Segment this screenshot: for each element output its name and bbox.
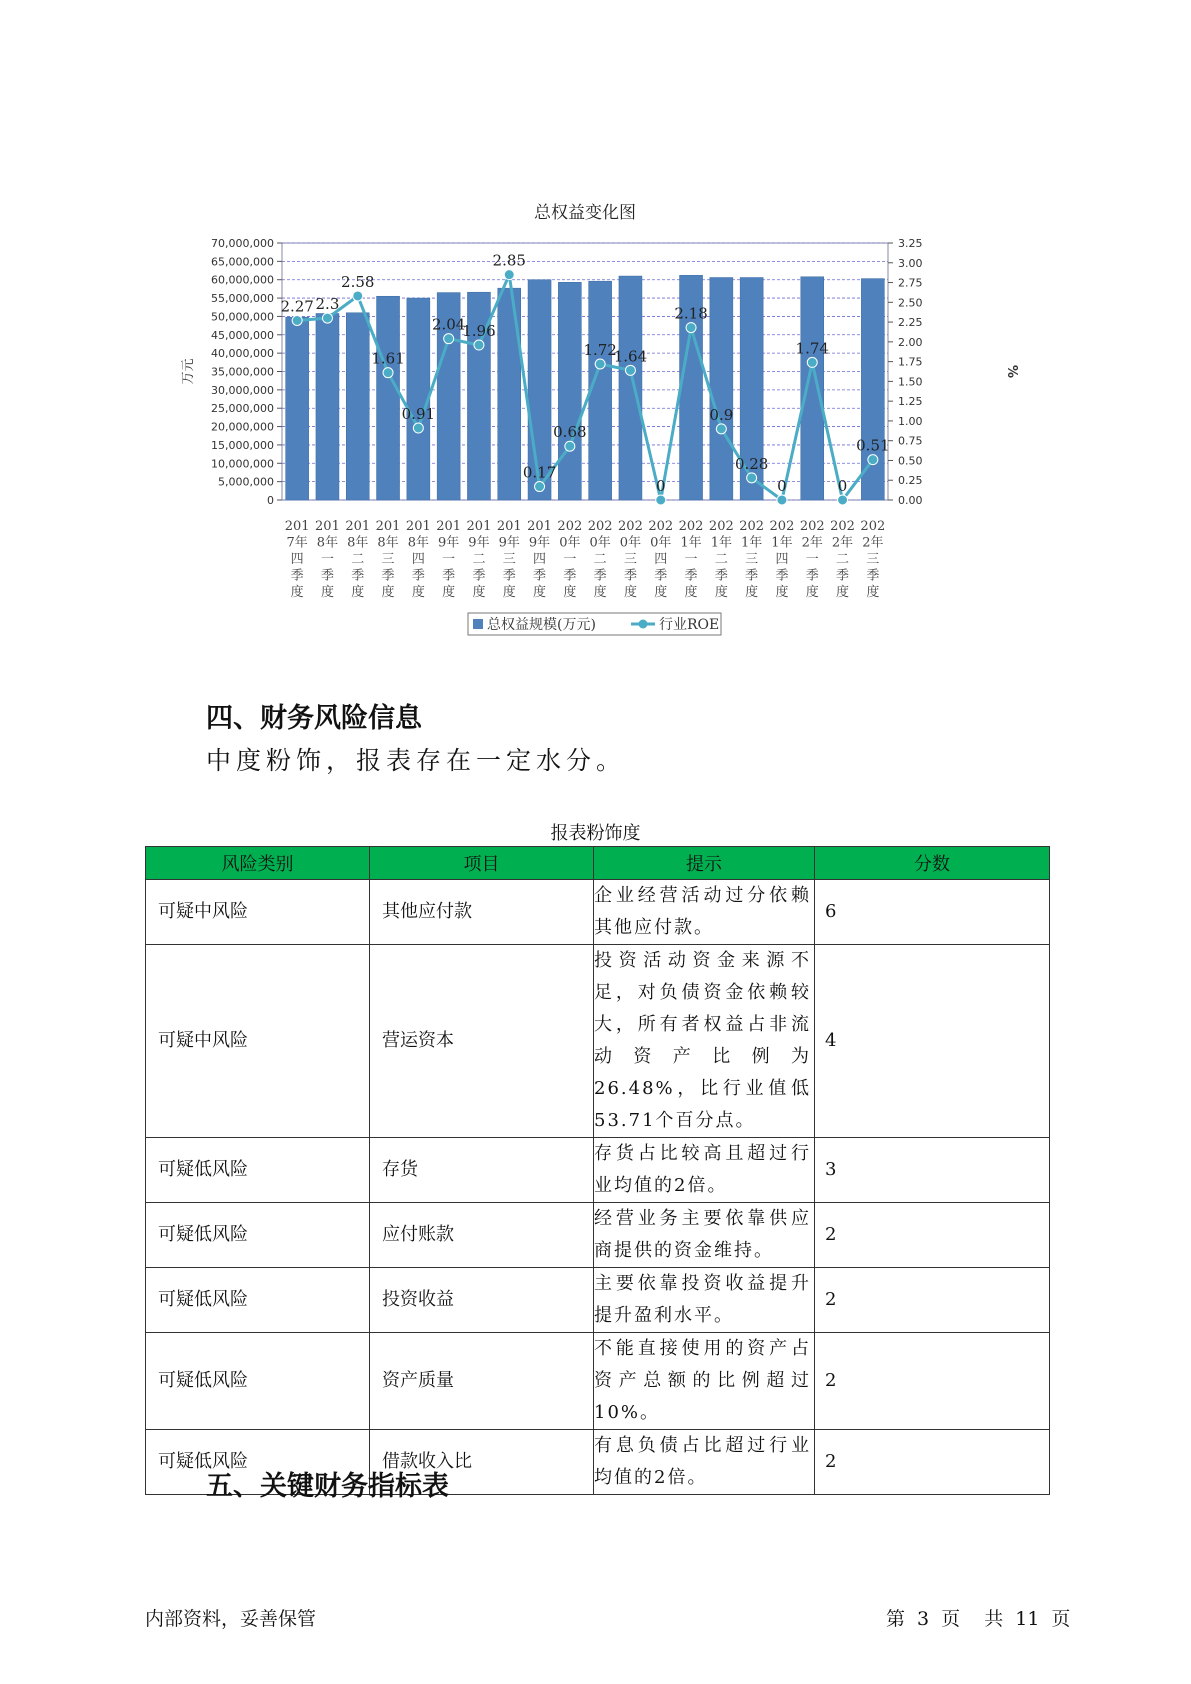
roe-data-label: 0.28 [734, 454, 769, 473]
roe-point [777, 495, 787, 505]
roe-point [565, 441, 575, 451]
y-tick-label: 25,000,000 [211, 402, 274, 416]
y2-tick-label: 0.75 [898, 434, 923, 448]
roe-data-label: 1.61 [371, 349, 405, 368]
header-score: 分数 [815, 847, 1050, 880]
bar [377, 296, 400, 500]
roe-point [868, 455, 878, 465]
row-item: 资产质量 [370, 1333, 594, 1430]
bar [498, 288, 521, 500]
row-score: 2 [815, 1430, 1050, 1495]
roe-data-label: 2.18 [674, 304, 708, 323]
x-tick-label: 202 2年一季度 [799, 519, 825, 600]
roe-point [383, 368, 393, 378]
x-tick-label: 201 8年一季度 [315, 519, 340, 600]
bar [316, 313, 339, 500]
footer-page-number: 第 3 页 共 11 页 [886, 1608, 1071, 1630]
row-category: 可疑低风险 [146, 1203, 370, 1268]
roe-data-label: 0 [655, 477, 666, 495]
roe-point [292, 315, 302, 325]
row-category: 可疑中风险 [146, 945, 370, 1138]
x-tick-label: 202 0年三季度 [618, 519, 643, 600]
y-tick-label: 30,000,000 [211, 383, 274, 397]
row-score: 6 [815, 880, 1050, 945]
row-category: 可疑低风险 [146, 1138, 370, 1203]
roe-point [353, 291, 363, 301]
row-item: 其他应付款 [370, 880, 594, 945]
roe-point [322, 313, 332, 323]
table-row [146, 1333, 1050, 1430]
row-hint: 不能直接使用的资产占资产总额的比例超过10%。 [594, 1333, 815, 1430]
x-tick-label: 201 7年四季度 [284, 519, 310, 600]
legend-swatch-equity [473, 619, 483, 629]
row-item: 应付账款 [370, 1203, 594, 1268]
legend-label-equity: 总权益规模(万元) [487, 617, 596, 633]
section-4-title: 四、财务风险信息 [206, 703, 422, 734]
row-hint: 主要依靠投资收益提升提升盈利水平。 [594, 1268, 815, 1333]
roe-data-label: 1.72 [583, 340, 617, 359]
header-category: 风险类别 [146, 847, 370, 880]
row-item: 营运资本 [370, 945, 594, 1138]
roe-point [535, 482, 545, 492]
y2-tick-label: 2.75 [898, 276, 923, 290]
bar [407, 298, 430, 500]
row-category: 可疑低风险 [146, 1430, 370, 1495]
row-hint: 有息负债占比超过行业均值的2倍。 [594, 1430, 815, 1495]
x-tick-label: 201 8年二季度 [345, 519, 371, 600]
roe-data-label: 2.85 [492, 251, 526, 270]
roe-data-label: 0 [777, 477, 787, 495]
y-axis-label: 万元 [181, 358, 196, 385]
roe-data-label: 0.9 [709, 405, 734, 424]
y-tick-label: 5,000,000 [218, 475, 274, 489]
table-caption: 报表粉饰度 [550, 823, 641, 844]
roe-point [838, 495, 848, 505]
roe-point [625, 365, 635, 375]
row-hint: 存货占比较高且超过行业均值的2倍。 [594, 1138, 815, 1203]
x-tick-label: 202 0年二季度 [587, 519, 613, 600]
y-tick-label: 55,000,000 [211, 292, 274, 306]
roe-point [504, 270, 514, 280]
x-tick-label: 202 0年四季度 [648, 519, 674, 600]
x-tick-label: 201 9年三季度 [496, 519, 522, 600]
y-tick-label: 10,000,000 [211, 457, 274, 471]
y-tick-label: 35,000,000 [211, 365, 274, 379]
x-tick-label: 202 2年二季度 [830, 519, 855, 600]
bar [589, 281, 612, 500]
header-item: 项目 [370, 847, 594, 880]
y2-tick-label: 2.00 [898, 335, 923, 349]
roe-data-label: 0.51 [856, 436, 890, 455]
row-category: 可疑中风险 [146, 880, 370, 945]
roe-data-label: 2.3 [315, 295, 340, 314]
roe-data-label: 0.68 [553, 423, 587, 442]
y-tick-label: 0 [267, 494, 274, 507]
row-hint: 企业经营活动过分依赖其他应付款。 [594, 880, 815, 945]
y-tick-label: 65,000,000 [211, 255, 274, 269]
roe-point [444, 334, 454, 344]
table-header-row [146, 847, 1050, 880]
y2-tick-label: 0.25 [898, 474, 923, 488]
bar [286, 317, 309, 500]
table-row [146, 1203, 1050, 1268]
y2-axis-label: % [1004, 364, 1019, 379]
row-item: 投资收益 [370, 1268, 594, 1333]
x-tick-label: 201 8年四季度 [405, 519, 431, 600]
risk-summary: 中度粉饰，报表存在一定水分。 [206, 746, 627, 775]
x-tick-label: 202 1年三季度 [739, 519, 765, 600]
risk-table [145, 846, 1050, 1495]
y-tick-label: 50,000,000 [211, 310, 274, 324]
row-category: 可疑低风险 [146, 1268, 370, 1333]
row-hint: 投资活动资金来源不足，对负债资金依赖较大，所有者权益占非流动资产比例为26.48%，比行业值低53.71个百分点。 [594, 945, 815, 1138]
y2-tick-label: 1.75 [898, 355, 923, 369]
table-row [146, 945, 1050, 1138]
row-score: 2 [815, 1333, 1050, 1430]
legend-marker-roe [639, 620, 648, 629]
bar [619, 276, 642, 500]
roe-data-label: 2.04 [431, 315, 466, 334]
roe-data-label: 2.27 [280, 297, 314, 316]
y2-tick-label: 0.50 [898, 454, 923, 468]
roe-point [656, 495, 666, 505]
roe-data-label: 1.64 [613, 347, 648, 366]
y-tick-label: 45,000,000 [211, 328, 274, 342]
x-tick-label: 202 0年一季度 [557, 519, 583, 600]
legend-label-roe: 行业ROE [659, 617, 720, 633]
y2-tick-label: 0.00 [898, 494, 923, 507]
y-tick-label: 20,000,000 [211, 420, 274, 434]
chart-title: 总权益变化图 [534, 203, 636, 223]
roe-point [747, 473, 757, 483]
roe-point [716, 424, 726, 434]
roe-point [474, 340, 484, 350]
roe-point [595, 359, 605, 369]
row-score: 4 [815, 945, 1050, 1138]
y2-tick-label: 1.25 [898, 395, 923, 409]
y-tick-label: 40,000,000 [211, 347, 274, 361]
roe-point [686, 323, 696, 333]
row-score: 2 [815, 1203, 1050, 1268]
x-tick-label: 202 1年二季度 [708, 519, 734, 600]
x-tick-label: 201 9年四季度 [527, 519, 552, 600]
y2-tick-label: 3.00 [898, 256, 923, 270]
row-category: 可疑低风险 [146, 1333, 370, 1430]
bar [801, 277, 824, 500]
roe-data-label: 0.17 [522, 463, 557, 482]
bar [558, 282, 581, 500]
x-tick-label: 201 8年三季度 [375, 519, 401, 600]
roe-data-label: 1.74 [795, 339, 829, 358]
y2-tick-label: 2.50 [898, 296, 923, 310]
y2-tick-label: 3.25 [898, 237, 923, 250]
row-item: 借款收入比 [370, 1430, 594, 1495]
bar [710, 278, 733, 500]
y2-tick-label: 1.50 [898, 375, 923, 389]
table-row [146, 1138, 1050, 1203]
x-tick-label: 202 1年一季度 [678, 519, 704, 600]
row-score: 3 [815, 1138, 1050, 1203]
row-score: 2 [815, 1268, 1050, 1333]
x-tick-label: 202 2年三季度 [860, 519, 886, 600]
bar [346, 313, 369, 500]
table-row [146, 880, 1050, 945]
x-tick-label: 201 9年二季度 [466, 519, 492, 600]
equity-chart [180, 195, 1020, 650]
row-item: 存货 [370, 1138, 594, 1203]
header-hint: 提示 [594, 847, 815, 880]
bar [861, 279, 884, 500]
y2-tick-label: 1.00 [898, 414, 923, 428]
y2-tick-label: 2.25 [898, 316, 923, 330]
row-hint: 经营业务主要依靠供应商提供的资金维持。 [594, 1203, 815, 1268]
footer-confidential: 内部资料，妥善保管 [145, 1608, 317, 1630]
roe-data-label: 1.96 [462, 322, 496, 341]
roe-data-label: 0.91 [401, 405, 436, 424]
roe-point [413, 423, 423, 433]
roe-data-label: 2.58 [341, 272, 375, 291]
table-row [146, 1268, 1050, 1333]
x-tick-label: 201 9年一季度 [436, 519, 462, 600]
y-tick-label: 60,000,000 [211, 273, 274, 287]
y-tick-label: 15,000,000 [211, 438, 274, 452]
roe-data-label: 0 [837, 477, 848, 495]
x-tick-label: 202 1年四季度 [769, 519, 795, 600]
section-5-title: 五、关键财务指标表 [206, 1471, 449, 1502]
y-tick-label: 70,000,000 [211, 237, 274, 250]
roe-point [807, 357, 817, 367]
